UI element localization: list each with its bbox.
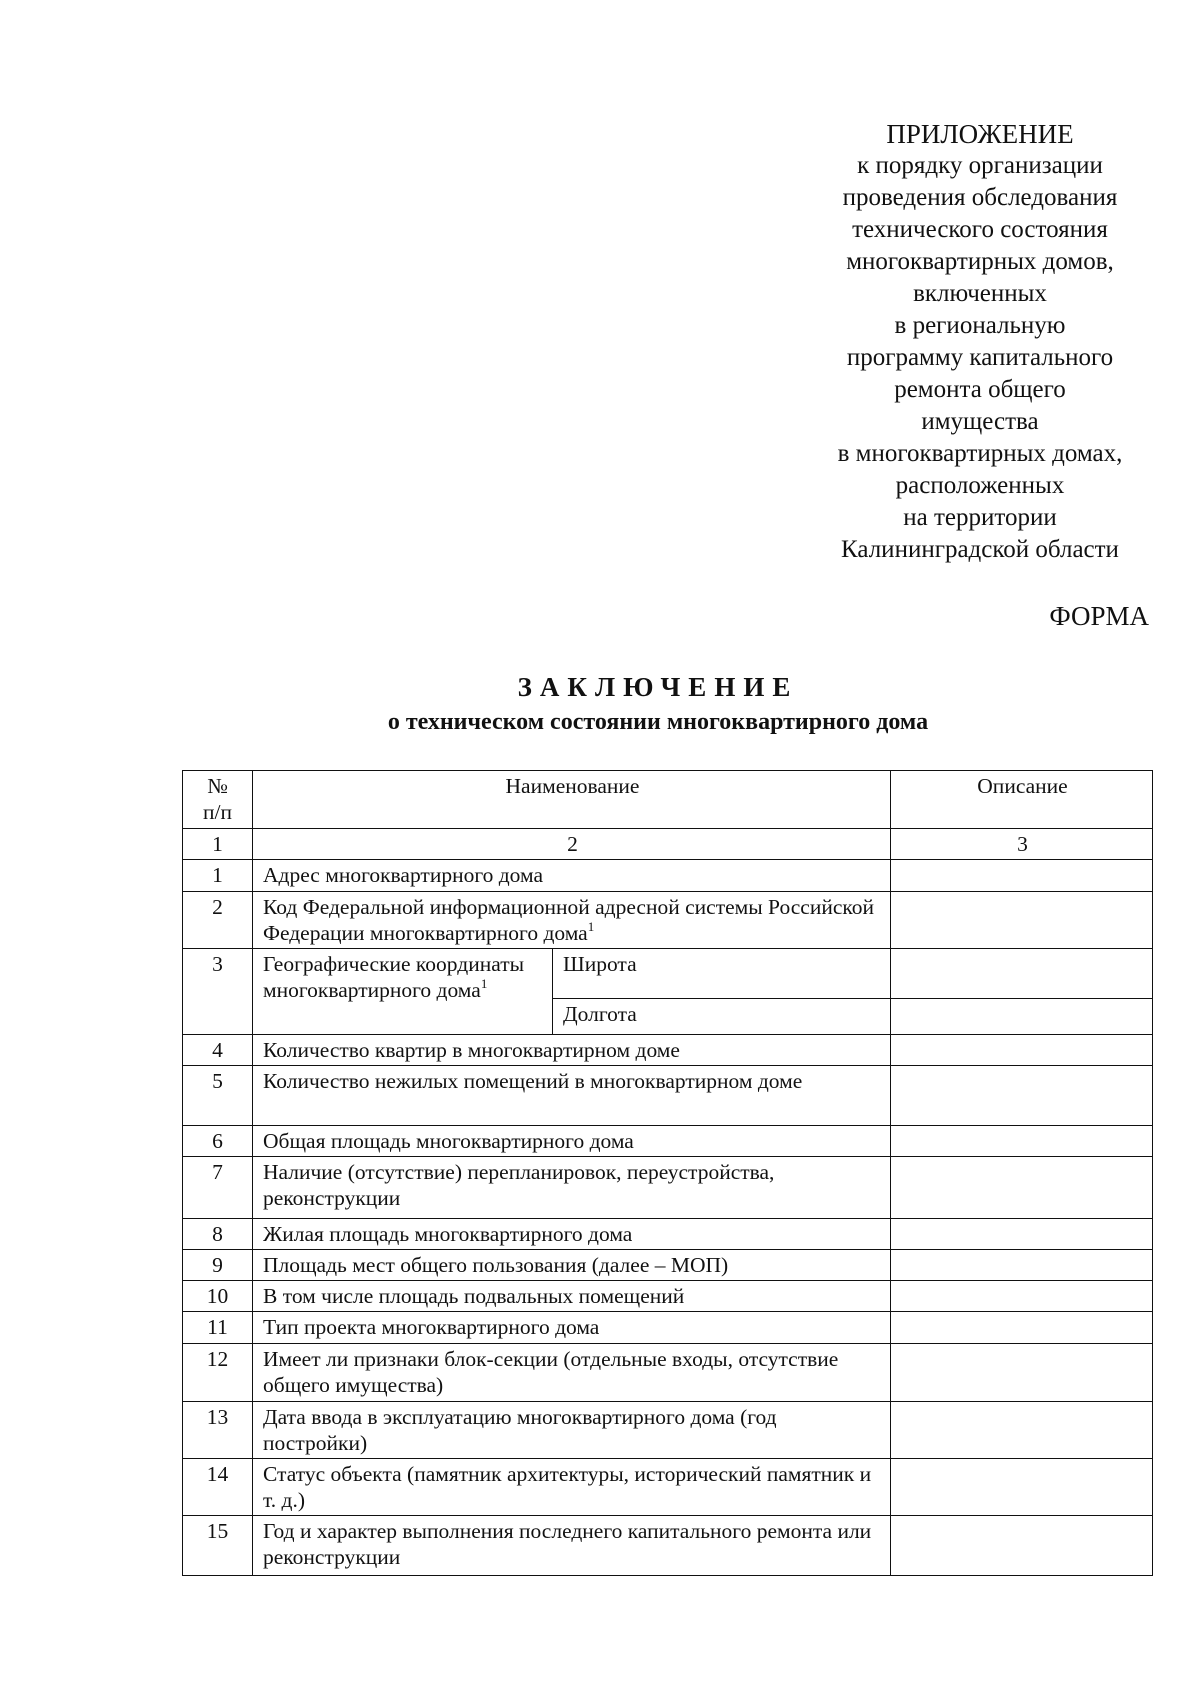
column-number: 2 [253, 829, 891, 860]
row-name: Наличие (отсутствие) перепланировок, переустройства, реконструкции [253, 1157, 891, 1219]
appendix-line: Калининградской области [841, 536, 1119, 563]
row-number: 7 [183, 1157, 253, 1219]
row-description-cell[interactable] [891, 1035, 1153, 1066]
appendix-line: в региональную [894, 312, 1066, 339]
row-description-cell[interactable] [891, 1459, 1153, 1516]
table-row [183, 949, 1153, 999]
header-description: Описание [891, 771, 1153, 829]
row-description-cell[interactable] [891, 1157, 1153, 1219]
row-name: Тип проекта многоквартирного дома [253, 1312, 891, 1344]
appendix-block [810, 118, 1150, 566]
row-description-cell[interactable] [891, 1312, 1153, 1344]
row-name: Географические координаты многоквартирного дома [263, 952, 525, 1002]
table-row [183, 1219, 1153, 1250]
column-number: 3 [891, 829, 1153, 860]
row-number: 12 [183, 1344, 253, 1402]
row-name: Год и характер выполнения последнего капитального ремонта или реконструкции [253, 1516, 891, 1576]
row-description-cell[interactable] [891, 1516, 1153, 1576]
table-row [183, 1459, 1153, 1516]
row-number: 6 [183, 1126, 253, 1157]
appendix-line: к порядку организации [857, 152, 1103, 179]
row-name: Площадь мест общего пользования (далее – МОП) [253, 1250, 891, 1281]
row-name: Статус объекта (памятник архитектуры, исторический памятник и т. д.) [253, 1459, 891, 1516]
row-description-cell[interactable] [891, 1066, 1153, 1126]
row-description-cell[interactable] [891, 1250, 1153, 1281]
row-name: Количество нежилых помещений в многоквартирном доме [253, 1066, 891, 1126]
row-description-cell[interactable] [891, 1219, 1153, 1250]
appendix-line: включенных [913, 280, 1047, 307]
row-number: 2 [183, 892, 253, 949]
appendix-title: ПРИЛОЖЕНИЕ [886, 119, 1074, 149]
appendix-line: программу капитального [846, 344, 1114, 371]
appendix-line: многоквартирных домов, [846, 248, 1114, 275]
header-number-abbr: п/п [203, 800, 232, 824]
row-name: Имеет ли признаки блок-секции (отдельные входы, отсутствие общего имущества) [253, 1344, 891, 1402]
row-name: В том числе площадь подвальных помещений [253, 1281, 891, 1312]
header-number [183, 771, 253, 829]
column-number: 1 [183, 829, 253, 860]
row-number: 9 [183, 1250, 253, 1281]
appendix-line: ремонта общего [894, 376, 1066, 403]
row-description-cell[interactable] [891, 999, 1153, 1035]
row-name: Код Федеральной информационной адресной системы Российской Федерации многоквартирного дома [263, 895, 875, 945]
row-number: 15 [183, 1516, 253, 1576]
row-description-cell[interactable] [891, 860, 1153, 892]
header-name: Наименование [253, 771, 891, 829]
row-name: Общая площадь многоквартирного дома [253, 1126, 891, 1157]
table-row [183, 1516, 1153, 1576]
table-row [183, 1281, 1153, 1312]
appendix-line: имущества [921, 408, 1039, 435]
row-subname: Широта [553, 949, 891, 999]
table-row [183, 1157, 1153, 1219]
table-row [183, 1126, 1153, 1157]
row-name: Дата ввода в эксплуатацию многоквартирного дома (год постройки) [253, 1402, 891, 1459]
appendix-line: проведения обследования [842, 184, 1118, 211]
appendix-line: технического состояния [852, 216, 1108, 243]
row-number: 8 [183, 1219, 253, 1250]
row-name: Адрес многоквартирного дома [253, 860, 891, 892]
table-row [183, 1344, 1153, 1402]
header-number-symbol: № [207, 774, 228, 798]
table-row [183, 1402, 1153, 1459]
row-number: 10 [183, 1281, 253, 1312]
document-title: ЗАКЛЮЧЕНИЕ [517, 672, 799, 702]
row-description-cell[interactable] [891, 1344, 1153, 1402]
row-name-cell [253, 892, 891, 949]
row-number: 13 [183, 1402, 253, 1459]
table-row [183, 1066, 1153, 1126]
row-number: 4 [183, 1035, 253, 1066]
appendix-line: расположенных [895, 472, 1065, 499]
row-number: 11 [183, 1312, 253, 1344]
row-number: 3 [183, 949, 253, 1035]
row-description-cell[interactable] [891, 1402, 1153, 1459]
footnote-mark: 1 [480, 976, 488, 991]
row-name: Количество квартир в многоквартирном доме [253, 1035, 891, 1066]
row-number: 1 [183, 860, 253, 892]
table-row [183, 892, 1153, 949]
row-description-cell[interactable] [891, 949, 1153, 999]
row-number: 5 [183, 1066, 253, 1126]
conclusion-table [182, 770, 1153, 1576]
row-number: 14 [183, 1459, 253, 1516]
footnote-mark: 1 [587, 919, 595, 934]
row-name-cell [253, 949, 553, 1035]
row-subname: Долгота [553, 999, 891, 1035]
table-row [183, 860, 1153, 892]
table-row [183, 1035, 1153, 1066]
table-header-row [183, 771, 1153, 829]
row-description-cell[interactable] [891, 1126, 1153, 1157]
row-description-cell[interactable] [891, 892, 1153, 949]
appendix-line: на территории [903, 504, 1057, 531]
table-row [183, 1312, 1153, 1344]
column-numbers-row [183, 829, 1153, 860]
table-row [183, 1250, 1153, 1281]
document-subtitle: о техническом состоянии многоквартирного дома [387, 709, 929, 735]
form-label: ФОРМА [1049, 601, 1149, 631]
appendix-line: в многоквартирных домах, [837, 440, 1123, 467]
row-description-cell[interactable] [891, 1281, 1153, 1312]
row-name: Жилая площадь многоквартирного дома [253, 1219, 891, 1250]
